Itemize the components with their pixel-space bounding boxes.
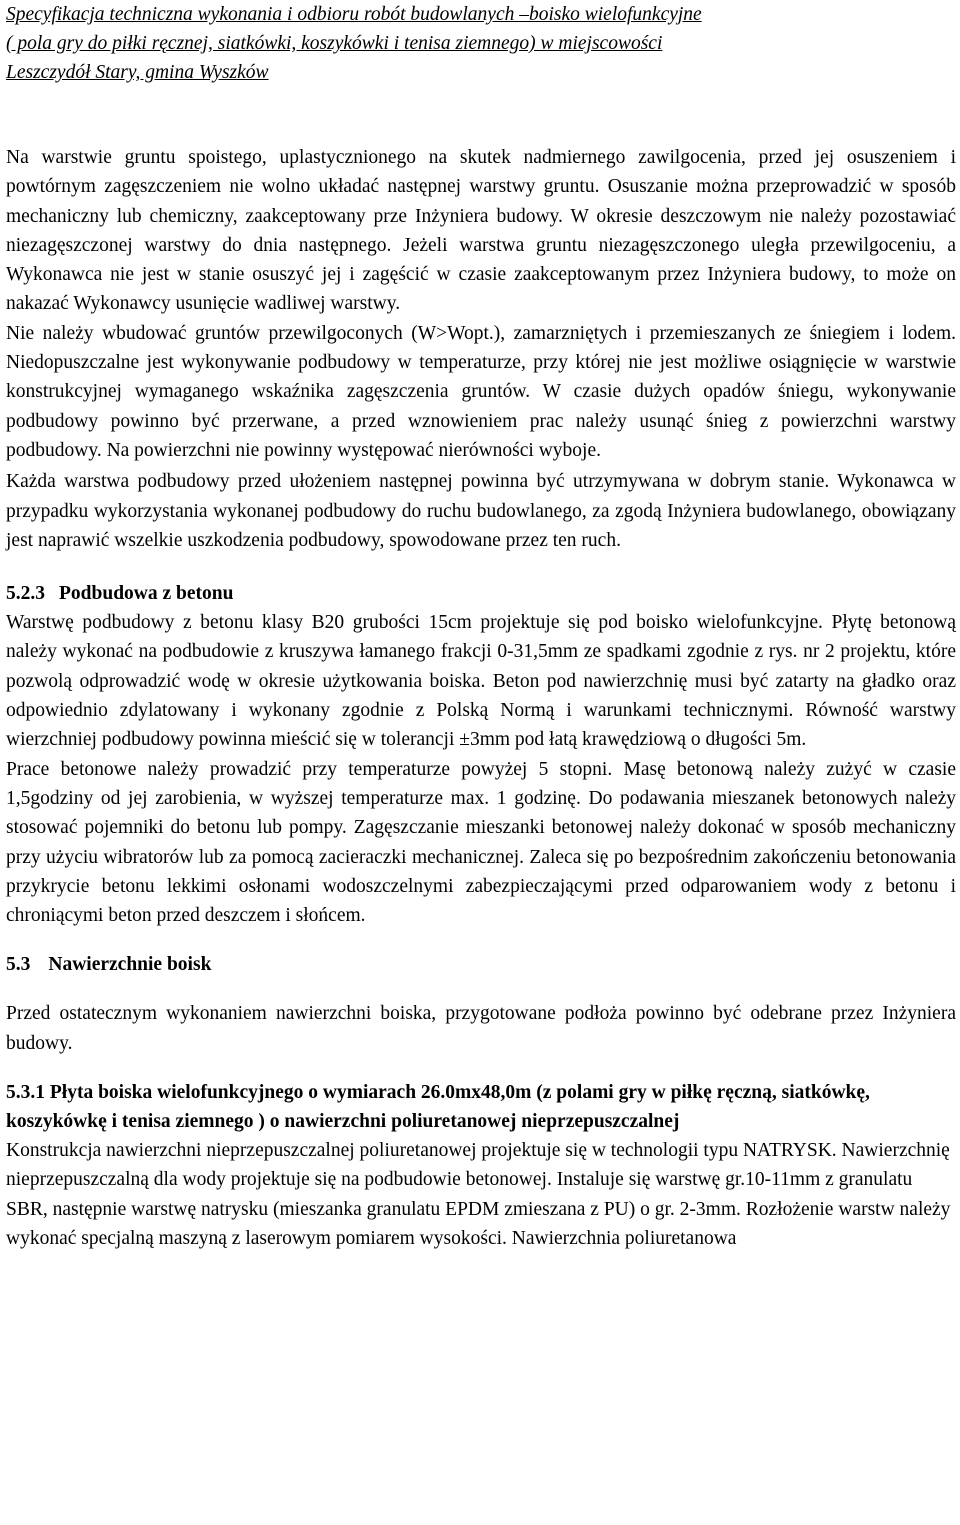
section-heading-5-3: [6, 950, 956, 979]
document-header-line-1: Specyfikacja techniczna wykonania i odbioru robót budowlanych –boisko wielofunkcyjne: [6, 4, 702, 25]
paragraph-base-maintenance: Każda warstwa podbudowy przed ułożeniem następnej powinna być utrzymywana w dobrym stanie. Wykonawca w przypadku wykorzystania wykonanej podbudowy do ruchu budowlanego, za zgodą Inżyniera budowlanego, obowiązany jest naprawić wszelkie uszkodzenia podbudowy, spowodowane przez ten ruch.: [6, 471, 956, 551]
section-title: Nawierzchnie boisk: [48, 954, 212, 976]
spacer: [6, 555, 956, 579]
section-number: 5.2.3: [6, 583, 45, 605]
paragraph-concrete-works: Prace betonowe należy prowadzić przy temperaturze powyżej 5 stopni. Masę betonową należy zużyć w czasie 1,5godziny od jej zarobienia, w wyższej temperaturze max. 1 godzinę. Do podawania mieszanek betonowych należy stosować pojemniki do betonu lub pompy. Zagęszczanie mieszanki betonowej należy dokonać w sposób mechaniczny przy użyciu wibratorów lub za pomocą zacieraczki mechanicznej. Zaleca się po bezpośrednim zakończeniu betonowania przykrycie betonu lekkimi osłonami wodoszczelnymi zabezpieczającymi przed odparowaniem wody z betonu i chroniącymi beton przed deszczem i słońcem.: [6, 758, 956, 927]
paragraph-concrete-base: Warstwę podbudowy z betonu klasy B20 grubości 15cm projektuje się pod boisko wielofunkcyjne. Płytę betonową należy wykonać na podbudowie z kruszywa łamanego frakcji 0-31,5mm ze spadkami zgodnie z rys. nr 2 projektu, które pozwolą odprowadzić wodę w okresie użytkowania boiska. Beton pod nawierzchnię musi być zatarty na gładko oraz odpowiednio zdylatowany i wykonany zgodnie z Polską Normą i warunkami technicznymi. Równość warstwy wierzchniej podbudowy powinna mieścić się w tolerancji ±3mm pod łatą krawędziową o długości 5m.: [6, 612, 956, 751]
paragraph-subgrade-drying: Na warstwie gruntu spoistego, uplastycznionego na skutek nadmiernego zawilgocenia, przed jej osuszeniem i powtórnym zagęszczeniem nie wolno układać następnej warstwy gruntu. Osuszanie można przeprowadzić w sposób mechaniczny lub chemiczny, zaakceptowany prze Inżyniera budowy. W okresie deszczowym nie należy pozostawiać niezagęszczonej warstwy do dnia następnego. Jeżeli warstwa gruntu niezagęszczonego uległa przewilgoceniu, a Wykonawca nie jest w stanie osuszyć jej i zagęścić w czasie zaakceptowanym przez Inżyniera budowy, to może on nakazać Wykonawcy usunięcie wadliwej warstwy.: [6, 147, 956, 315]
section-heading-5-2-3: [6, 579, 956, 608]
document-page: [6, 0, 956, 1253]
spacer: [6, 979, 956, 999]
document-header-line-2: ( pola gry do piłki ręcznej, siatkówki, koszykówki i tenisa ziemnego) w miejscowości: [6, 33, 663, 54]
section-number: 5.3: [6, 954, 31, 976]
spacer: [6, 1058, 956, 1078]
document-header-line-3: Leszczydół Stary, gmina Wyszków: [6, 62, 269, 83]
spacer: [6, 87, 956, 143]
paragraph-frozen-soil: Nie należy wbudować gruntów przewilgoconych (W>Wopt.), zamarzniętych i przemieszanych ze śniegiem i lodem. Niedopuszczalne jest wykonywanie podbudowy w temperaturze, przy której nie jest możliwe osiągnięcie w warstwie konstrukcyjnej wymaganego wskaźnika zagęszczenia gruntów. W czasie dużych opadów śniegu, wykonywanie podbudowy powinno być przerwane, a przed wznowieniem prac należy usunąć śnieg z powierzchni warstwy podbudowy. Na powierzchni nie powinny występować nierówności wyboje.: [6, 322, 956, 461]
section-heading-5-3-1: 5.3.1 Płyta boiska wielofunkcyjnego o wymiarach 26.0mx48,0m (z polami gry w piłkę ręczną, siatkówkę, koszykówkę i tenisa ziemnego ) o nawierzchni poliuretanowej nieprzepuszczalnej: [6, 1082, 870, 1133]
paragraph-polyurethane-surface: Konstrukcja nawierzchni nieprzepuszczalnej poliuretanowej projektuje się w technologii typu NATRYSK. Nawierzchnię nieprzepuszczalną dla wody projektuje się na podbudowie betonowej. Instaluje się warstwę gr.10-11mm z granulatu SBR, następnie warstwę natrysku (mieszanka granulatu EPDM zmieszana z PU) o gr. 2-3mm. Rozłożenie warstw należy wykonać specjalną maszyną z laserowym pomiarem wysokości. Nawierzchnia poliuretanowa: [6, 1140, 951, 1249]
spacer: [6, 930, 956, 950]
paragraph-surface-acceptance: Przed ostatecznym wykonaniem nawierzchni boiska, przygotowane podłoża powinno być odebrane przez Inżyniera budowy.: [6, 1003, 956, 1054]
section-title: Podbudowa z betonu: [59, 583, 234, 605]
